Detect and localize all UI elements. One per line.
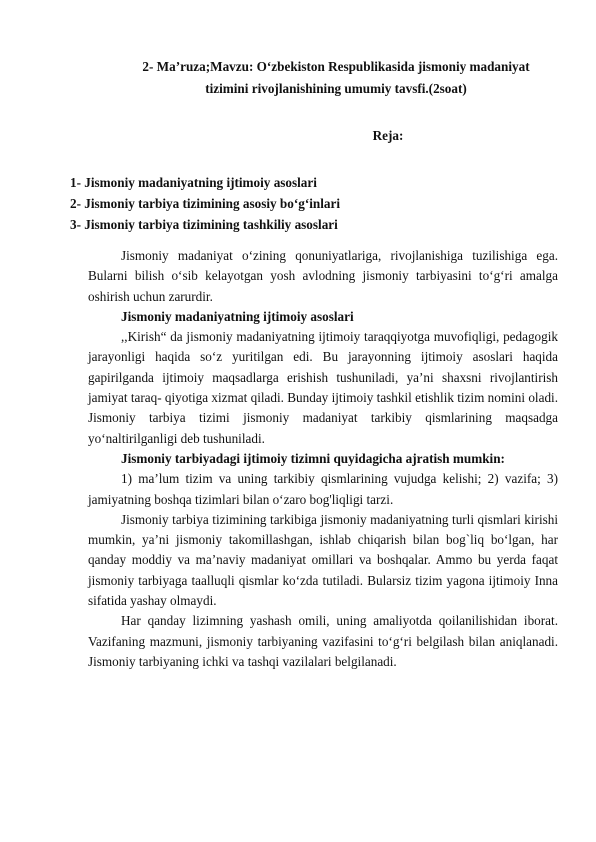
body-text (88, 246, 558, 672)
plan-item: 2- Jismoniy tarbiya tizimining asosiy bo‘g‘inlari (70, 196, 340, 211)
section-heading: Jismoniy madaniyatning ijtimoiy asoslari (121, 308, 354, 324)
title-line-2: tizimini rivojlanishining umumiy tavsfi.(2soat) (205, 81, 467, 96)
plan-list (70, 172, 550, 235)
paragraph: 1) ma’lum tizim va uning tarkibiy qismlarining vujudga kelishi; 2) vazifa; 3) jamiyatning boshqa tizimlari bilan o‘zaro bog'liqligi tarzi. (88, 471, 558, 507)
title-line-1: 2- Ma’ruza;Mavzu: O‘zbekiston Respublikasida jismoniy madaniyat (142, 59, 530, 74)
paragraph: Har qanday lizimning yashash omili, uning amaliyotda qoilanilishidan iborat. Vazifaning mazmuni, jismoniy tarbiyaning vazifasini to‘g‘ri belgilash bilan aniqlanadi. Jismoniy tarbiyaning ichki va tashqi vazilalari belgilanadi. (88, 613, 558, 669)
paragraph: Jismoniy tarbiya tizimining tarkibiga jismoniy madaniyatning turli qismlari kirishi mumkin, ya’ni jismoniy takomillashgan, ishlab chiqarish bilan bog`liq bo‘lgan, har qanday moddiy va ma’naviy madaniyat omillari va boshqalar. Ammo bu yerda faqat jismoniy tarbiyaga taalluqli qismlar ko‘zda tutiladi. Bularsiz tizim yagona ijtimoiy Inna sifatida yashay olmaydi. (88, 511, 558, 609)
lecture-title (86, 56, 586, 100)
paragraph: ,,Kirish“ da jismoniy madaniyatning ijtimoiy taraqqiyotga muvofiqligi, pedagogik jarayonligi haqida so‘z yuritilgan edi. Bu jarayonning ijtimoiy asoslari haqida gapirilganda ijtimoiy maqsadlarga erishish tushuniladi, ya’ni shaxsni rivojlantirish jamiyat taraq- qiyotiga xizmat qiladi. Bunday ijtimoiy tashkil etishlik tizim nomini oladi. Jismoniy tarbiya tizimi jismoniy madaniyat tarkibiy qismlarining maqsadga yo‘naltirilganligi deb tushuniladi. (88, 329, 558, 446)
section-heading: Jismoniy tarbiyadagi ijtimoiy tizimni quyidagicha ajratish mumkin: (121, 450, 505, 466)
plan-heading: Reja: (372, 128, 404, 143)
plan-item: 3- Jismoniy tarbiya tizimining tashkiliy asoslari (70, 217, 338, 232)
paragraph: Jismoniy madaniyat o‘zining qonuniyatlariga, rivojlanishiga tuzilishiga ega. Bularni bilish o‘sib kelayotgan yosh avlodning jismoniy tarbiyasini to‘g‘ri amalga oshirish uchun zarurdir. (88, 248, 558, 304)
plan-item: 1- Jismoniy madaniyatning ijtimoiy asoslari (70, 175, 317, 190)
